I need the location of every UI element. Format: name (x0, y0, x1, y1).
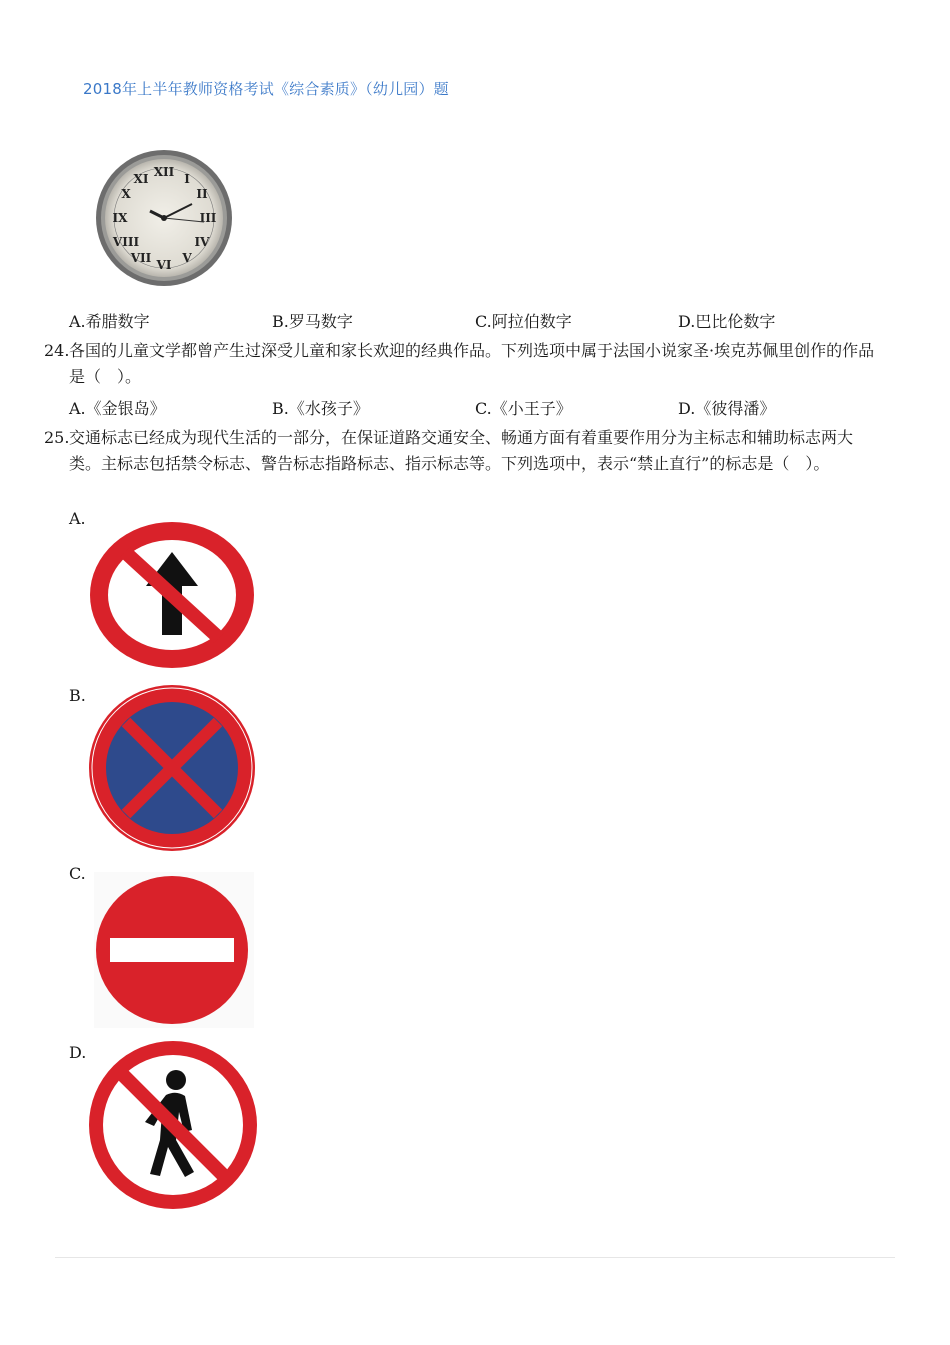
q24-options (69, 396, 869, 420)
svg-text:I: I (184, 172, 190, 186)
question-text: 各国的儿童文学都曾产生过深受儿童和家长欢迎的经典作品。下列选项中属于法国小说家圣·埃克苏佩里创作的作品是（ ）。 (69, 341, 875, 386)
q25-option-c[interactable]: C. (69, 864, 86, 883)
q24-option-d[interactable]: D.《彼得潘》 (678, 399, 776, 418)
svg-text:X: X (121, 187, 131, 201)
svg-text:VI: VI (156, 258, 172, 272)
roman-clock-icon (92, 146, 237, 291)
q24-option-a[interactable]: A.《金银岛》 (69, 399, 166, 418)
q23-option-d[interactable]: D.巴比伦数字 (678, 312, 776, 331)
svg-text:V: V (182, 251, 192, 265)
no-entry-sign-icon (94, 872, 254, 1028)
q25-option-a[interactable]: A. (69, 509, 86, 528)
svg-text:IV: IV (194, 235, 210, 249)
svg-text:II: II (196, 187, 208, 201)
q25-option-b[interactable]: B. (69, 686, 86, 705)
question-number: 25. (44, 428, 70, 447)
no-parking-sign-icon (88, 684, 256, 852)
q23-option-b[interactable]: B.罗马数字 (272, 312, 353, 331)
svg-text:XII: XII (153, 165, 175, 179)
question-number: 24. (44, 341, 70, 360)
question-25 (44, 425, 884, 477)
q23-options (69, 309, 869, 333)
footer-divider (55, 1257, 895, 1258)
svg-text:XI: XI (133, 172, 149, 186)
page-title: 2018年上半年教师资格考试《综合素质》（幼儿园）题 (83, 80, 449, 98)
q24-option-c[interactable]: C.《小王子》 (475, 399, 572, 418)
question-text: 交通标志已经成为现代生活的一部分，在保证道路交通安全、畅通方面有着重要作用分为主标志和辅助标志两大类。主标志包括禁令标志、警告标志指路标志、指示标志等。下列选项中，表示“禁止直行”的标志是（ ）。 (69, 428, 854, 473)
question-24 (44, 338, 884, 390)
svg-text:IX: IX (112, 211, 128, 225)
svg-text:VIII: VIII (112, 235, 140, 249)
q25-option-d[interactable]: D. (69, 1043, 87, 1062)
q23-option-a[interactable]: A.希腊数字 (69, 312, 150, 331)
q24-option-b[interactable]: B.《水孩子》 (272, 399, 369, 418)
q23-option-c[interactable]: C.阿拉伯数字 (475, 312, 572, 331)
svg-text:III: III (199, 211, 217, 225)
no-pedestrians-sign-icon (88, 1040, 258, 1210)
no-straight-ahead-sign-icon (88, 520, 256, 670)
svg-text:VII: VII (130, 251, 152, 265)
